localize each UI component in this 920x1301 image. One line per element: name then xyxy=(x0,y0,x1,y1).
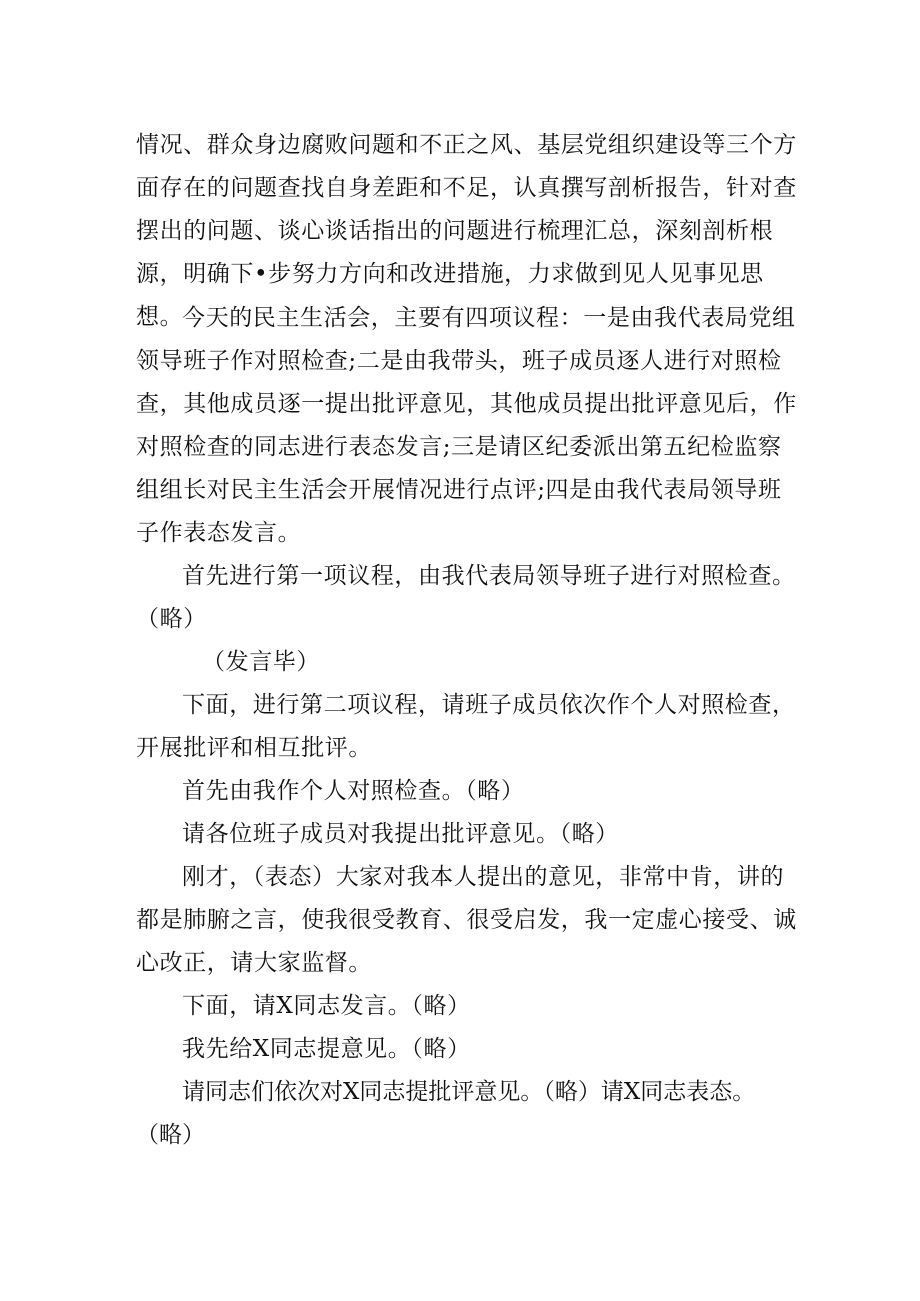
paragraph-opinion-to-x: 我先给X同志提意见。（略） xyxy=(182,1036,471,1062)
paragraph-x-speaks: 下面，请X同志发言。（略） xyxy=(182,993,471,1019)
paragraph-agenda: 今天的民主生活会，主要有四项议程：一是由我代表局党组领导班子作对照检查;二是由我带头，班子成员逐人进行对照检查，其他成员逐一提出批评意见，其他成员提出批评意见后，作对照检查的同志进行表态发言;三是请区纪委派出第五纪检监察组组长对民主生活会开展情况进行点评;四是由我代表局领导班子作表态发言。 xyxy=(136,305,797,546)
paragraph-request-criticism: 请各位班子成员对我提出批评意见。（略） xyxy=(182,821,619,847)
paragraph-second-item: 下面，进行第二项议程，请班子成员依次作个人对照检查，开展批评和相互批评。 xyxy=(136,692,796,761)
paragraph-continuation: 情况、群众身边腐败问题和不正之风、基层党组织建设等三个方面存在的问题查找自身差距和不足，认真撰写剖析报告，针对查摆出的问题、谈心谈话指出的问题进行梳理汇总，深刻剖析根源，明确下•步努力方向和改进措施，力求做到见人见事见思想。 xyxy=(136,132,797,330)
paragraph-response: 刚才，（表态）大家对我本人提出的意见，非常中肯，讲的都是肺腑之言，使我很受教育、很受启发，我一定虚心接受、诚心改正，请大家监督。 xyxy=(136,864,797,976)
paragraph-first-item: 首先进行第一项议程，由我代表局领导班子进行对照检查。（略） xyxy=(136,563,796,632)
paragraph-speech-end: （发言毕） xyxy=(202,649,320,675)
paragraph-x-responds: 请同志们依次对X同志提批评意见。（略）请X同志表态。（略） xyxy=(136,1079,756,1148)
paragraph-self-check: 首先由我作个人对照检查。（略） xyxy=(182,778,525,804)
